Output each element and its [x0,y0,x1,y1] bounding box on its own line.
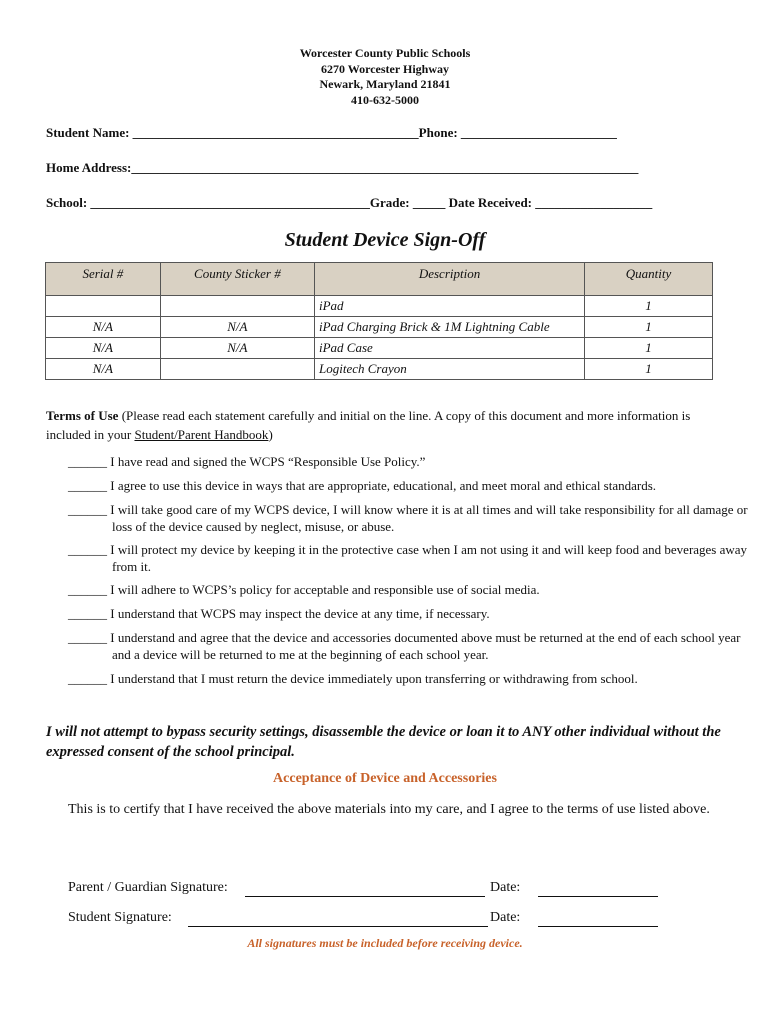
serial-cell[interactable] [46,296,161,317]
terms-intro-text: (Please read each statement carefully and initial on the line. A copy of this document and more information is included in your [46,408,691,442]
signature-note: All signatures must be included before receiving device. [247,936,523,950]
parent-signature-label: Parent / Guardian Signature: [68,880,228,895]
col-quantity: Quantity [585,263,713,296]
county-sticker-cell[interactable] [160,359,314,380]
device-table [45,262,713,380]
term-item-8[interactable]: ______ I understand that I must return the device immediately upon transferring or withdrawing from school. [68,671,638,686]
parent-date-line[interactable] [538,895,658,897]
serial-cell: N/A [46,317,161,338]
description-cell: iPad Case [314,338,584,359]
serial-cell: N/A [46,338,161,359]
student-name-phone-field[interactable]: Student Name: ____________________________________________Phone: ________________________ [46,125,617,140]
term-item-2[interactable]: ______ I agree to use this device in ways that are appropriate, educational, and meet moral and ethical standards. [68,478,657,493]
col-serial: Serial # [46,263,161,296]
page-title: Student Device Sign-Off [284,229,486,251]
terms-intro-close: ) [268,427,273,442]
security-warning: I will not attempt to bypass security settings, disassemble the device or loan it to ANY other individual without the expressed consent of the school principal. [46,724,721,760]
quantity-cell: 1 [585,359,713,380]
certify-text: This is to certify that I have received the above materials into my care, and I agree to the terms of use listed above. [68,802,710,817]
description-cell: iPad Charging Brick & 1M Lightning Cable [314,317,584,338]
acceptance-heading: Acceptance of Device and Accessories [273,771,497,786]
term-item-4[interactable]: ______ I will protect my device by keeping it in the protective case when I am not using it and will keep food and beverages away from it. [68,542,748,574]
school-phone: 410-632-5000 [351,92,419,107]
quantity-cell: 1 [585,296,713,317]
home-address-field[interactable]: Home Address:______________________________________________________________________________ [46,160,639,175]
quantity-cell: 1 [585,317,713,338]
parent-date-label: Date: [490,880,521,895]
term-item-1[interactable]: ______ I have read and signed the WCPS “Responsible Use Policy.” [68,454,426,469]
table-row [46,359,713,380]
student-date-line[interactable] [538,925,658,927]
handbook-link[interactable]: Student/Parent Handbook [134,427,269,442]
description-cell: Logitech Crayon [314,359,584,380]
student-signature-line[interactable] [188,925,488,927]
student-date-label: Date: [490,910,521,925]
table-header-row [46,263,713,296]
table-row [46,296,713,317]
col-description: Description [314,263,584,296]
school-header [0,46,770,108]
school-name: Worcester County Public Schools [299,46,471,60]
school-grade-date-field[interactable]: School: ___________________________________________Grade: _____ Date Received: __________________ [46,195,653,210]
county-sticker-cell[interactable] [160,296,314,317]
student-signature-label: Student Signature: [68,910,172,925]
serial-cell: N/A [46,359,161,380]
school-city: Newark, Maryland 21841 [319,77,451,91]
terms-intro [46,406,726,444]
table-row [46,338,713,359]
parent-signature-line[interactable] [245,895,485,897]
term-item-6[interactable]: ______ I understand that WCPS may inspect the device at any time, if necessary. [68,606,490,621]
term-item-3[interactable]: ______ I will take good care of my WCPS device, I will know where it is at all times and will take responsibility for all damage or loss of the device caused by neglect, misuse, or abuse. [68,502,748,534]
description-cell: iPad [314,296,584,317]
terms-heading: Terms of Use [46,408,119,423]
term-item-7[interactable]: ______ I understand and agree that the device and accessories documented above must be returned at the end of each school year and a device will be returned to me at the beginning of each school year. [68,630,741,662]
county-sticker-cell: N/A [160,338,314,359]
county-sticker-cell: N/A [160,317,314,338]
school-street: 6270 Worcester Highway [321,61,449,76]
quantity-cell: 1 [585,338,713,359]
term-item-5[interactable]: ______ I will adhere to WCPS’s policy for acceptable and responsible use of social media. [68,582,540,597]
col-county-sticker: County Sticker # [160,263,314,296]
table-row [46,317,713,338]
